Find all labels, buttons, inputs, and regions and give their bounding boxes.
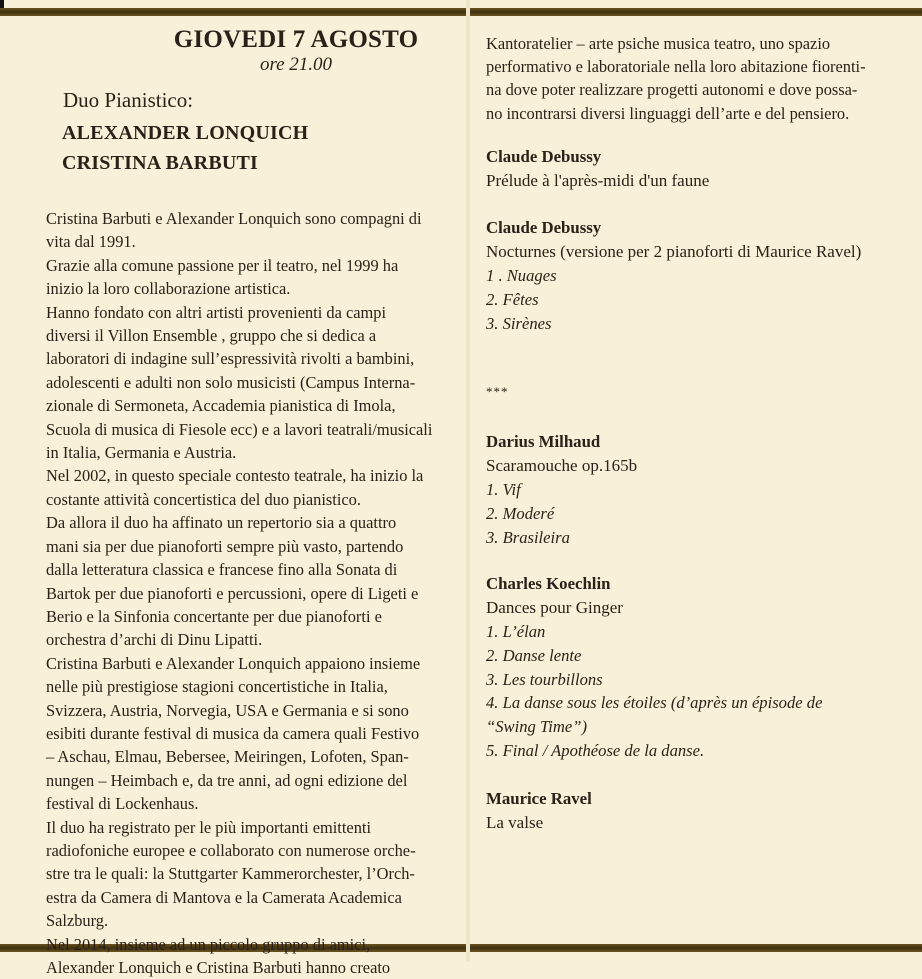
biography-line: Svizzera, Austria, Norvegia, USA e Germania e si sono [46,700,409,720]
movement: 3. Les tourbillons [486,669,603,689]
biography-line: Scuola di musica di Fiesole ecc) e a lavori teatrali/musicali [46,419,433,439]
biography-line: nelle più prestigiose stagioni concertistiche in Italia, [46,677,388,697]
biography-line: Alexander Lonquich e Cristina Barbuti hanno creato [46,958,391,977]
biography-line: estra da Camera di Mantova e la Camerata Academica [46,887,402,907]
biography-line: dalla letteratura classica e francese fino alla Sonata di [46,560,398,580]
movement: 2. Moderé [486,503,555,523]
program-item [486,145,906,193]
page-fold-gap [466,0,470,962]
biography-line: vita dal 1991. [46,232,136,252]
biography-line: laboratori di indagine sull’espressività rivolti a bambini, [46,349,415,369]
top-border-band [0,8,922,16]
interval-marker: *** [486,384,509,399]
movement: 3. Sirènes [486,313,552,333]
concert-date: GIOVEDI 7 AGOSTO [173,26,419,53]
biography-line: radiofoniche europee e collaborato con numerose orche- [46,840,416,860]
work-title: Nocturnes (versione per 2 pianoforti di Maurice Ravel) [486,242,862,261]
movement: 2. Fêtes [486,289,539,309]
program-item [486,572,906,763]
biography-line: stre tra le quali: la Stuttgarter Kammerorchester, l’Orch- [46,864,415,884]
biography-line: zionale di Sermoneta, Accademia pianistica di Imola, [46,396,396,416]
biography-line: Cristina Barbuti e Alexander Lonquich sono compagni di [46,209,422,228]
program-item [486,216,906,335]
composer-name: Claude Debussy [486,218,602,237]
work-title: Dances pour Ginger [486,598,623,617]
biography-line: Il duo ha registrato per le più importanti emittenti [46,817,371,837]
movement: 1. Vif [486,480,521,499]
movement: 1. L’élan [486,622,546,641]
ensemble-label: Duo Pianistico: [63,88,194,112]
biography-line: – Aschau, Elmau, Bebersee, Meiringen, Lofoten, Span- [46,747,409,767]
biography-line: in Italia, Germania e Austria. [46,443,237,463]
biography-text [46,207,466,979]
biography-line: Bartok per due pianoforti e percussioni, opere di Ligeti e [46,583,419,603]
work-title: Scaramouche op.165b [486,456,638,475]
biography-continuation [486,32,906,125]
biography-line: Grazie alla comune passione per il teatro, nel 1999 ha [46,255,399,275]
performer-name: ALEXANDER LONQUICH [62,122,309,144]
biography-line: Berio e la Sinfonia concertante per due pianoforti e [46,606,382,626]
biography-line: orchestra d’archi di Dinu Lipatti. [46,630,263,650]
movement: 2. Danse lente [486,645,582,665]
biography-line: Cristina Barbuti e Alexander Lonquich appaiono insieme [46,653,421,673]
movement: 4. La danse sous les étoiles (d’après un épisode de “Swing Time”) [486,693,823,737]
biography-line: festival di Lockenhaus. [46,794,199,814]
biography-line: nungen – Heimbach e, da tre anni, ad ogni edizione del [46,770,408,790]
continuation-line: performativo e laboratoriale nella loro abitazione fiorenti- [486,57,866,77]
work-title: Prélude à l'après-midi d'un faune [486,171,710,190]
biography-line: Nel 2002, in questo speciale contesto teatrale, ha inizio la [46,466,424,486]
program-item [486,787,906,835]
biography-line: Hanno fondato con altri artisti provenienti da campi [46,302,387,322]
biography-line: adolescenti e adulti non solo musicisti (Campus Interna- [46,372,416,392]
movement: 5. Final / Apothéose de la danse. [486,740,705,760]
movement: 3. Brasileira [486,527,570,547]
composer-name: Claude Debussy [486,147,602,166]
biography-line: Da allora il duo ha affinato un repertorio sia a quattro [46,513,397,533]
biography-line: inizio la loro collaborazione artistica. [46,279,291,299]
continuation-line: na dove poter realizzare progetti autonomi e dove possa- [486,80,858,100]
biography-line: Nel 2014, insieme ad un piccolo gruppo di amici, [46,934,371,954]
composer-name: Maurice Ravel [486,789,592,808]
biography-line: esibiti durante festival di musica da camera quali Festivo [46,723,420,743]
composer-name: Darius Milhaud [486,432,601,451]
program-item [486,430,906,549]
work-title: La valse [486,813,544,832]
concert-time: ore 21.00 [259,54,333,75]
biography-line: mani sia per due pianoforti sempre più vasto, partendo [46,536,404,556]
performer-name: CRISTINA BARBUTI [62,152,259,174]
biography-line: diversi il Villon Ensemble , gruppo che si dedica a [46,326,377,346]
biography-line: costante attività concertistica del duo pianistico. [46,489,361,509]
continuation-line: no incontrarsi diversi linguaggi dell’arte e del pensiero. [486,103,850,123]
movement: 1 . Nuages [486,266,557,285]
biography-line: Salzburg. [46,911,109,931]
composer-name: Charles Koechlin [486,574,611,593]
continuation-line: Kantoratelier – arte psiche musica teatro, uno spazio [486,34,831,53]
